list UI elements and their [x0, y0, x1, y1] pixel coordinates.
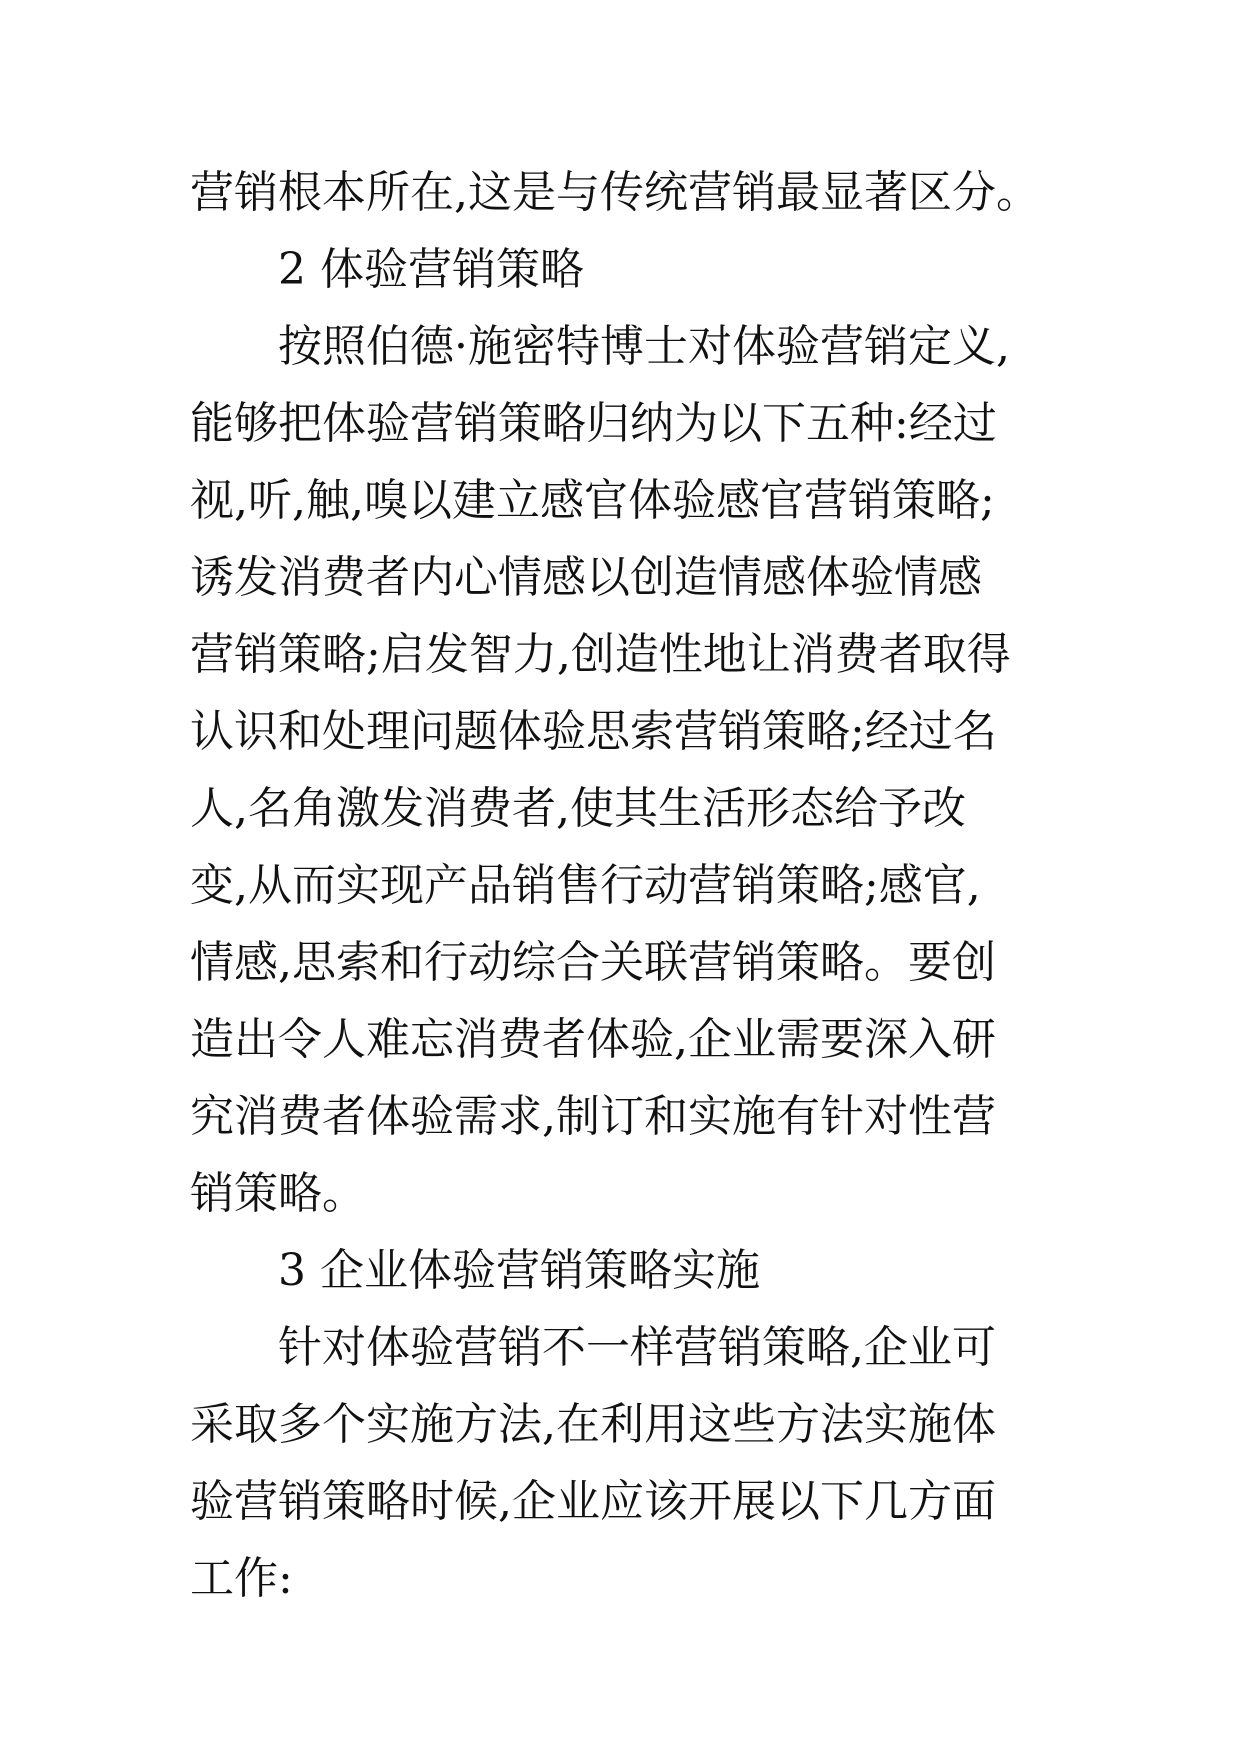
text-line: 工作: [190, 1553, 293, 1604]
section-heading-2: 2 体验营销策略 [278, 244, 584, 295]
text-line: 能够把体验营销策略归纳为以下五种:经过 [190, 398, 997, 449]
paragraph-start-line: 针对体验营销不一样营销策略,企业可 [278, 1322, 996, 1373]
text-line: 诱发消费者内心情感以创造情感体验情感 [190, 552, 982, 603]
text-line: 究消费者体验需求,制订和实施有针对性营 [190, 1091, 996, 1142]
text-line: 造出令人难忘消费者体验,企业需要深入研 [190, 1014, 996, 1065]
text-line: 认识和处理问题体验思索营销策略;经过名 [190, 706, 997, 757]
text-line: 采取多个实施方法,在利用这些方法实施体 [190, 1399, 996, 1450]
text-line: 视,听,触,嗅以建立感官体验感官营销策略; [190, 475, 995, 526]
text-line: 营销策略;启发智力,创造性地让消费者取得 [190, 629, 1011, 680]
text-line: 销策略。 [190, 1168, 366, 1219]
text-line: 人,名角激发消费者,使其生活形态给予改 [190, 783, 966, 834]
text-line: 变,从而实现产品销售行动营销策略;感官, [190, 860, 981, 911]
text-line: 情感,思索和行动综合关联营销策略。要创 [190, 937, 996, 988]
paragraph-start-line: 按照伯德·施密特博士对体验营销定义, [278, 321, 1010, 372]
text-line: 验营销策略时候,企业应该开展以下几方面 [190, 1476, 996, 1527]
section-heading-3: 3 企业体验营销策略实施 [278, 1245, 760, 1296]
text-line: 营销根本所在,这是与传统营销最显著区分。 [190, 167, 1040, 218]
